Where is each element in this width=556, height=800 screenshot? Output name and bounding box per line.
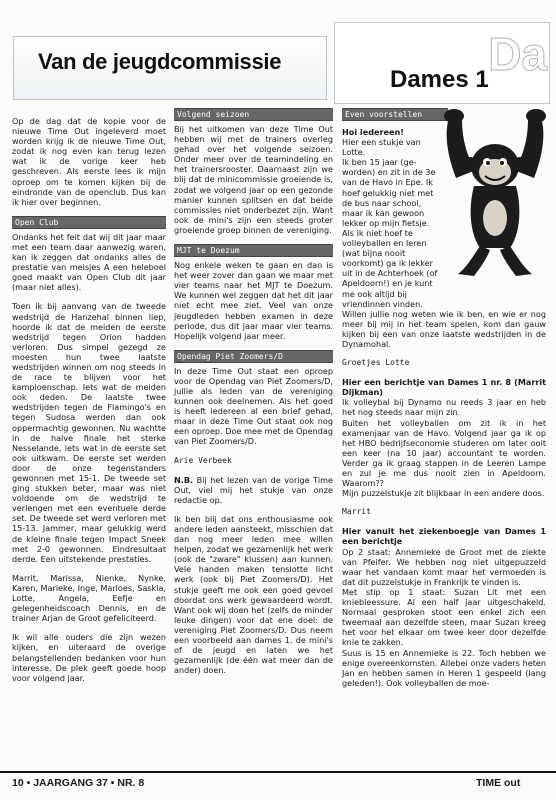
paragraph: Mijn puzzelstukje zit blijkbaar in een andere doos. xyxy=(342,488,545,499)
lotte-intro-narrow xyxy=(342,137,438,309)
nb-paragraph xyxy=(174,475,333,505)
paragraph: In deze Time Out staat een oproep voor de Opendag van Piet Zoomers/D, jullie als leden van de vereniging kunnen ook deelnemen. Als het goed is heeft iedereen al een brief gehad, maar in deze Time Out staat ook nog een oproep. Doe mee met de Opendag van Piet Zoomers/D. xyxy=(174,365,333,447)
dames-big-lettering: Da xyxy=(488,28,547,80)
paragraph: Suus is 15 en Annemieke is 22. Toch hebben we enige overeenkomsten. Allebei onze vaders heten Jan en hebben samen in Heren 1 gespeeld (lang geleden!). Ook volleyballen de moe- xyxy=(342,647,546,688)
paragraph: Buiten het volleyballen om zit ik in het examenjaar van de Havo. Volgend jaar ga ik op het HBO bedrijfseconomie studeren om later ooit een keer (na 10 jaar) accountant te worden. Verder ga ik graag stappen in de Leeren Lampe en zul je me dus nooit zien in Apeldoorn. Waarom?? xyxy=(342,417,546,489)
paragraph: Marrit, Marissa, Nienke, Nynke, Karen, Marieke, Inge, Marloes, Saskia, Lotte, Angela, Eefje en gelegenheidscoach Dennis, en de trainer Arjan de Groot gefeliciteerd. xyxy=(12,572,166,624)
paragraph: Op 2 staat: Annemieke de Groot met de ziekte van Pfeifer. We hebben nog niet uitgepuzzeld waar het vandaan komt maar het vermoeden is dat dit puzzelstukje in Frankrijk te vinden is. xyxy=(342,546,546,587)
monkey-illustration-icon xyxy=(436,108,554,280)
subheading-marrit: Hier een berichtje van Dames 1 nr. 8 (Marrit Dijkman) xyxy=(342,377,546,398)
footer-magazine-name: TIME out xyxy=(476,777,521,789)
paragraph: Willen jullie nog weten wie ik ben, en wie er nog meer bij mij in het team spelen, kom dan gauw kijken bij een van onze laatste wedstrijden in de Dynamohal. xyxy=(342,308,546,349)
section-header-opendag: Opendag Piet Zoomers/D xyxy=(174,350,333,363)
paragraph: Nog enkele weken te gaan en dan is het weer zover dan gaan we maar met vier teams naar het MJT te Doezum. We kunnen wel zeggen dat het dit jaar niet echt mee ziet. Veel van onze jeugdleden hebben examen in deze periode, dus dit jaar maar vier teams. Hopelijk volgend jaar meer. xyxy=(174,260,333,341)
nb-label: N.B. xyxy=(174,474,194,485)
signature-lotte: Groetjes Lotte xyxy=(342,358,410,368)
footer-page-info: 10 • JAARGANG 37 • NR. 8 xyxy=(12,777,145,789)
intro-paragraph: Op de dag dat de kopie voor de nieuwe Time Out ingeleverd moet worden krijg ik de nieuwe Time Out, zodat ik nog even kan terug lezen wat ik de vorige keer heb geschreven. Als eerste lees ik mijn oproep om te komen kijken bij de eindronde van de openclub. Dus kan ik hier over beginnen. xyxy=(12,116,166,207)
section-header-mjt: MJT te Doezum xyxy=(174,244,333,257)
paragraph: Ik volleybal bij Dynamo nu reeds 3 jaar en heb het nog steeds naar mijn zin. xyxy=(342,397,546,418)
title-box xyxy=(13,36,327,100)
paragraph: Hier een stukje van Lotte. xyxy=(342,137,421,158)
footer-rule xyxy=(0,771,556,773)
section-header-volgend-seizoen: Volgend seizoen xyxy=(174,108,333,121)
dames-title: Dames 1 xyxy=(390,66,489,93)
greeting: Hoi iedereen! xyxy=(342,127,404,137)
paragraph: Ik ben 15 jaar (ge-worden) en zit in de 3e van de Havo in Epe. Ik hoef gelukkig niet met de bus naar school, maar ik kan gewoon lekker op mijn fietsje. Als ik niet hoef te volleyballen en leren (wat bijna nooit voorkomt) ga ik lekker uit in de Achterhoek (of Apeldoorn!) en je kunt me ook altijd bij vriendinnen vinden. xyxy=(342,157,438,309)
paragraph: Ik wil alle ouders die zijn wezen kijken, en uiteraard de overige belangstellenden bedanken voor hun interesse. De plek geeft goede hoop voor volgend jaar. xyxy=(12,632,166,683)
paragraph: Ondanks het feit dat wij dit jaar maar met een team daar aanwezig waren, kan ik zeggen dat ondanks alles de prestatie van meisjes A een heleboel goed maakt van Open Club dit jaar (maar niet alles). xyxy=(12,231,166,293)
paragraph: Met stip op 1 staat: Suzan Lit met een kniebleessure. Al een half jaar uitgeschakeld. Normaal gesproken stoot een enkel zich een tweemaal aan dezelfde steen, maar Suzan kreeg het voor het elkaar om twee keer door dezelfde knie te zakken. xyxy=(342,586,546,648)
signature-marrit: Marrit xyxy=(342,507,371,517)
paragraph: Toen ik bij aanvang van de tweede wedstrijd de Hanzehal binnen liep, hoorde ik dat de meiden de eerste wedstrijd tegen Orion hadden verloren. Dus simpel gezegd ze moesten hun twee laatste wedstrijden winnen om nog steeds in de race te blijven voor het kampioenschap. Iets wat de meiden ook deden. De laatste twee wedstrijden tegen de Flamingo's en tegen Sudosa werden dan ook oppermachtig gewonnen. Nu wachtte in de halve finale het sterke Nesselande, iets wat in de eerste set ook uitkwam. De eerste set werden door de onze tegenstanders gewonnen met 15-1. De tweede set ging stukken beter, maar was niet voldoende om de wedstrijd te verlengen met een eventuele derde set. De tweede set werd verloren met 15-13. Jammer, maar gelukkig werd de kleine finale tegen Impact Sneek met 2-0 gewonnen. Eindresultaat derde. Een uitstekende prestaties. xyxy=(12,301,166,564)
section-header-open-club: Open Club xyxy=(12,216,166,229)
nb-text: Bij het lezen van de vorige Time Out, viel mij het stukje van onze redactie op. xyxy=(174,474,333,505)
column-1 xyxy=(12,116,166,692)
paragraph: Bij het uitkomen van deze Time Out hebben wij met de trainers overleg gehad over het volgende seizoen. Onder meer over de teamindeling en het trainersrooster. Daarnaast zijn we blij dat de minicommissie groeiende is, zodat we volgend jaar op een gezonde manier kunnen splitsen en dat beide commissies niet onderbezet zijn. Want ook de mini's zijn een steeds groter groeiende groep binnen de vereniging. xyxy=(174,124,333,235)
column-2 xyxy=(174,106,333,684)
subheading-ziekenboeg: Hier vanuit het ziekenboegje van Dames 1 een berichtje xyxy=(342,526,546,547)
page-title: Van de jeugdcommissie xyxy=(38,49,282,74)
paragraph: Ik ben blij dat ons enthousiasme ook andere leden aansteekt, misschien dat dan nog meer leden mee willen helpen, zodat we gezamenlijk het werk (ook de "zware" klussen) aan kunnen. Vele handen maken tenslotte licht werk (ook bij Piet Zoomers/D). Het stukje geeft me ook een goed gevoel doordat ons werk gewaardeerd wordt. Want ook wij doen het (zelfs de minder leuke dingen) voor dat ene doel: de vereniging Piet Zoomers/D. Dus neem een voorbeeld aan dames 1, de mini's of de jeugd en laten we het gezamenlijk (de één wat meer dan de ander) doen. xyxy=(174,513,333,676)
signature-arie: Arie Verbeek xyxy=(174,455,232,465)
section-header-even-voorstellen: Even voorstellen xyxy=(342,108,448,121)
